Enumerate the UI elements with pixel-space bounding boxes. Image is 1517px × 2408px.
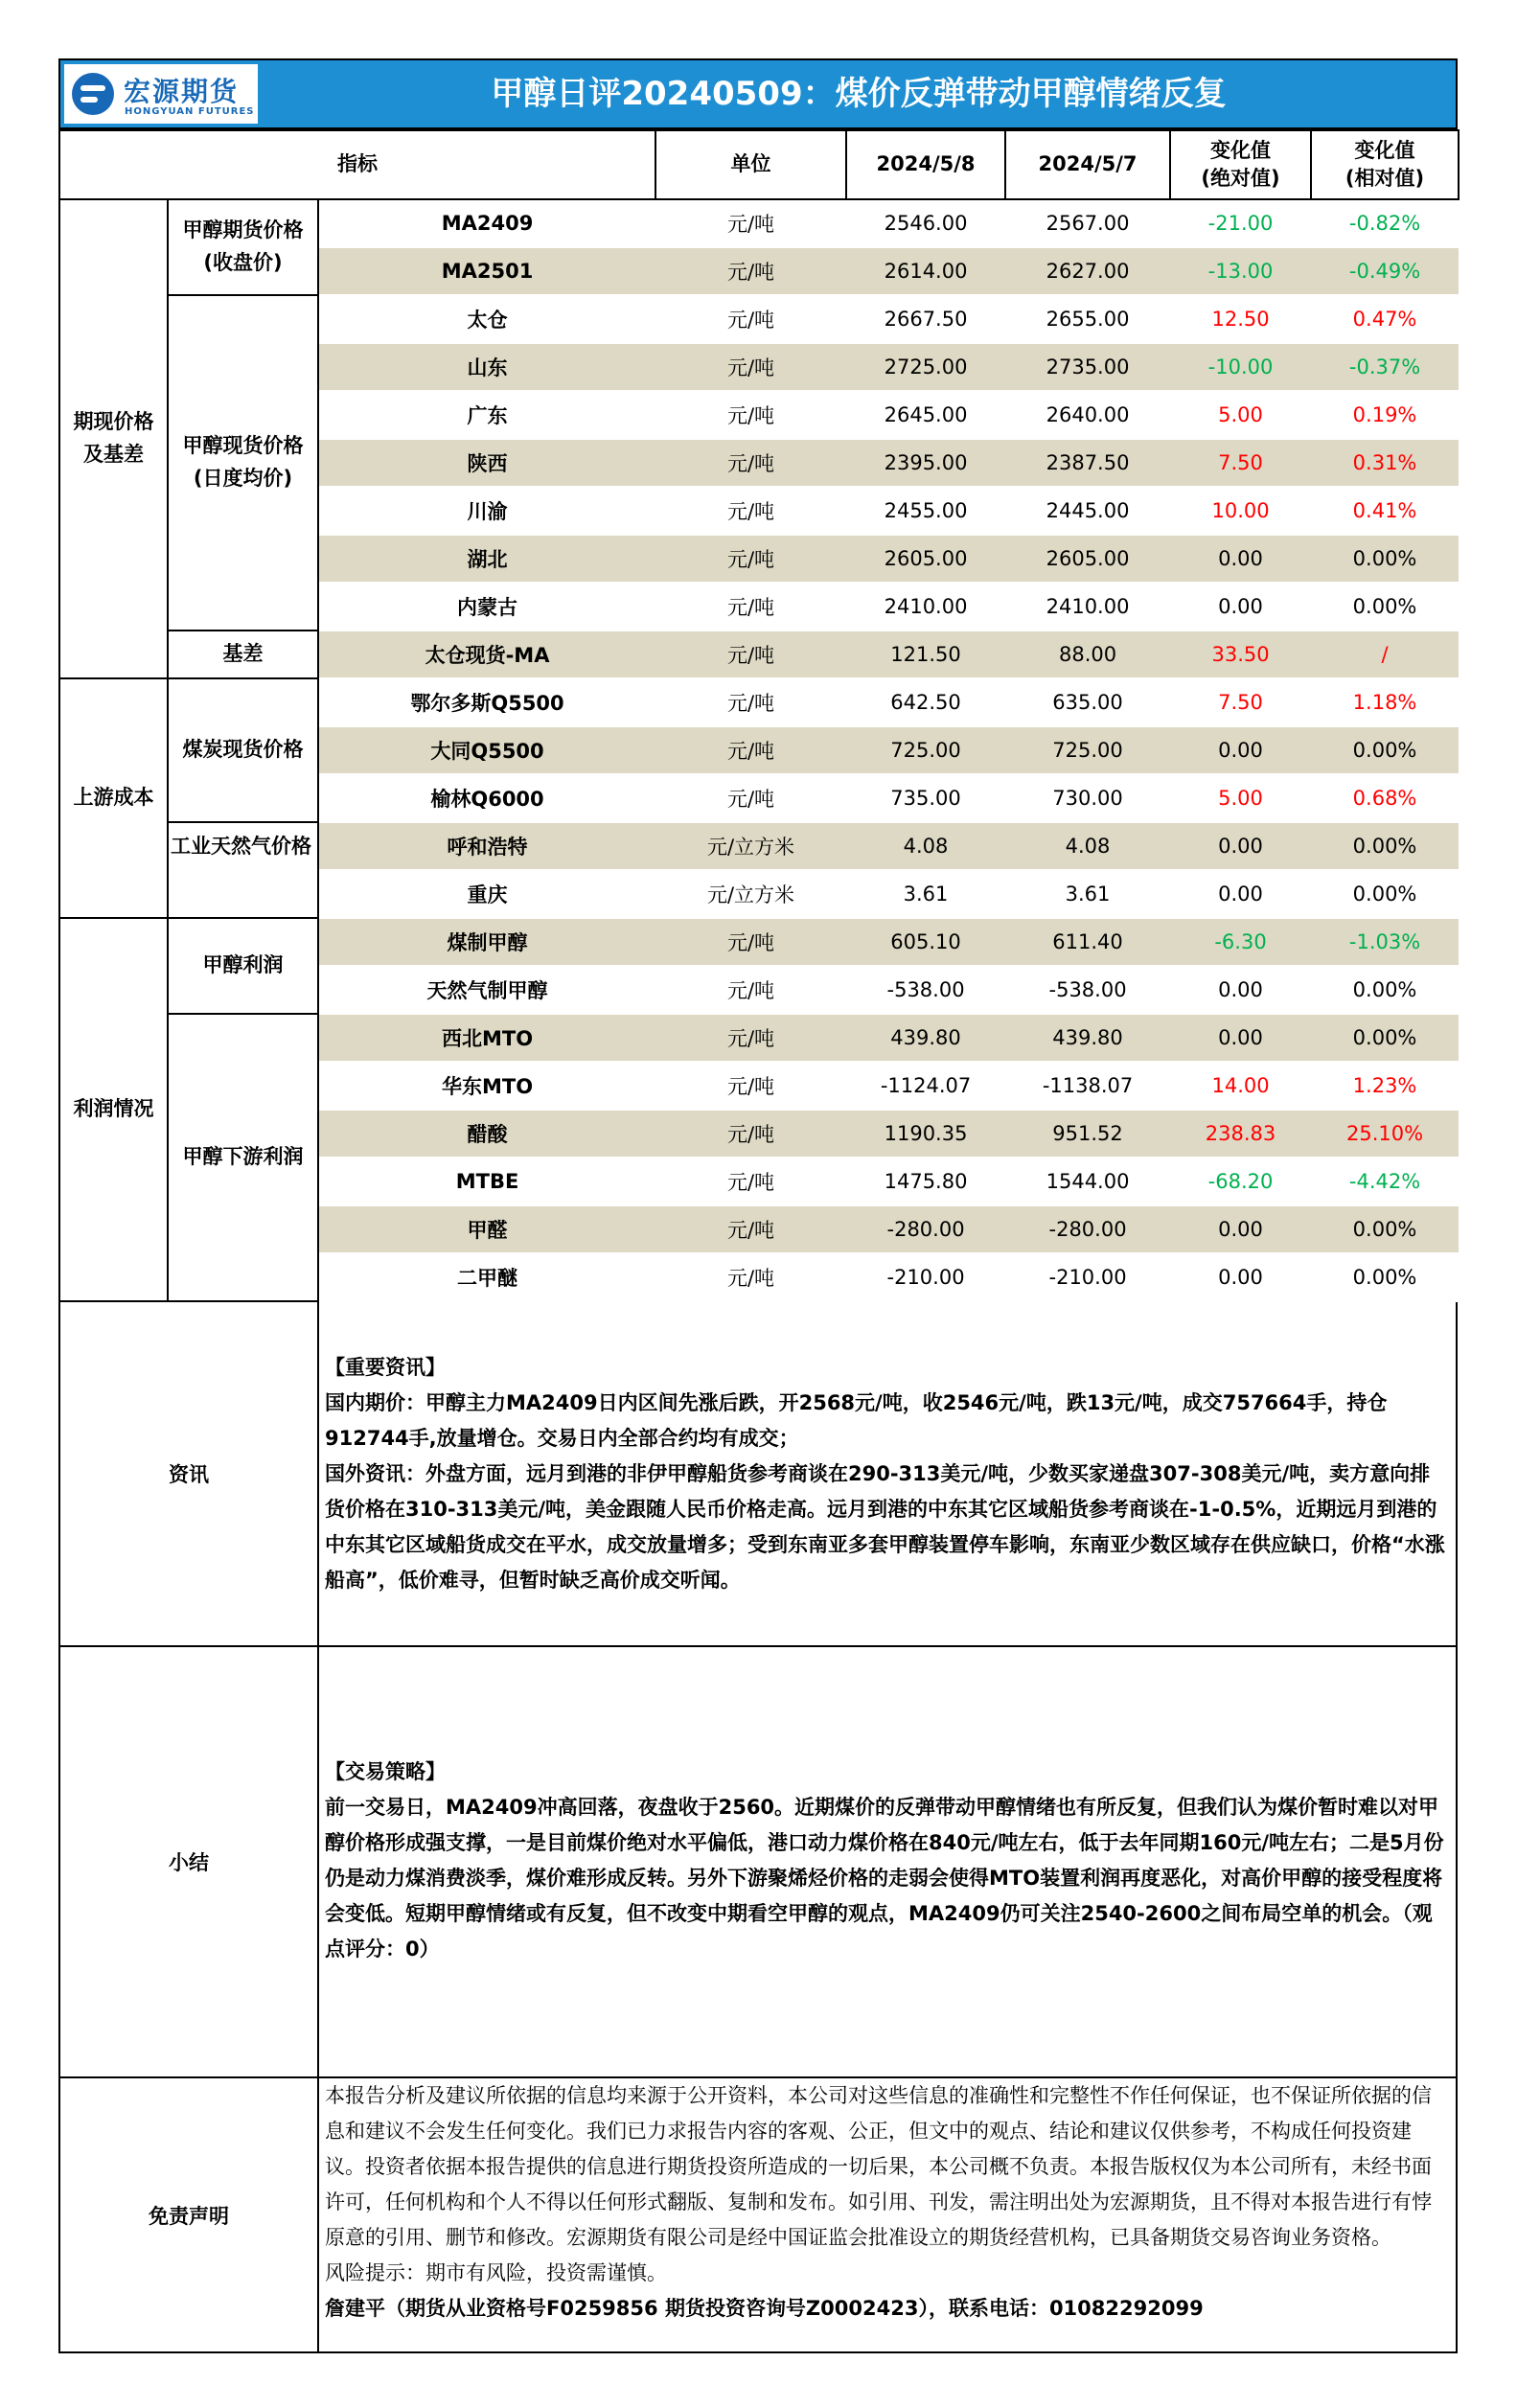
row-value-date1: 439.80	[846, 1014, 1005, 1062]
row-rel-change: -4.42%	[1311, 1158, 1459, 1205]
row-value-date1: 735.00	[846, 774, 1005, 822]
table-row	[59, 822, 1459, 870]
row-rel-change: 0.19%	[1311, 391, 1459, 439]
group-label: 上游成本	[59, 678, 168, 918]
row-value-date2: 635.00	[1005, 678, 1170, 726]
analyst-contact: 詹建平（期货从业资格号F0259856 期货投资咨询号Z0002423），联系电话：01082292099	[325, 2297, 1204, 2320]
row-unit: 元/吨	[655, 726, 846, 774]
row-abs-change: -13.00	[1170, 247, 1311, 295]
row-unit: 元/吨	[655, 678, 846, 726]
row-rel-change: 0.00%	[1311, 583, 1459, 631]
row-indicator-name: 川渝	[318, 487, 655, 535]
row-indicator-name: 醋酸	[318, 1110, 655, 1158]
row-unit: 元/吨	[655, 1110, 846, 1158]
row-abs-change: 12.50	[1170, 295, 1311, 343]
col-header-date1: 2024/5/8	[846, 130, 1005, 199]
row-value-date1: 1190.35	[846, 1110, 1005, 1158]
row-indicator-name: 煤制甲醇	[318, 918, 655, 966]
row-unit: 元/吨	[655, 966, 846, 1014]
row-value-date2: 2640.00	[1005, 391, 1170, 439]
row-value-date2: 439.80	[1005, 1014, 1170, 1062]
subgroup-label: 甲醇下游利润	[168, 1014, 318, 1301]
row-abs-change: -68.20	[1170, 1158, 1311, 1205]
row-indicator-name: 西北MTO	[318, 1014, 655, 1062]
subgroup-label: 工业天然气价格	[168, 822, 318, 918]
news-body	[319, 1302, 1456, 1645]
row-value-date1: 2605.00	[846, 535, 1005, 583]
row-value-date2: 3.61	[1005, 870, 1170, 918]
row-abs-change: 5.00	[1170, 391, 1311, 439]
row-abs-change: 7.50	[1170, 439, 1311, 487]
row-value-date2: 2627.00	[1005, 247, 1170, 295]
report-page	[58, 58, 1458, 2353]
row-unit: 元/吨	[655, 918, 846, 966]
row-value-date1: 605.10	[846, 918, 1005, 966]
row-unit: 元/立方米	[655, 822, 846, 870]
row-unit: 元/吨	[655, 199, 846, 247]
subgroup-label: 甲醇现货价格 (日度均价)	[168, 295, 318, 631]
row-value-date2: -1138.07	[1005, 1062, 1170, 1110]
row-unit: 元/吨	[655, 774, 846, 822]
row-indicator-name: 鄂尔多斯Q5500	[318, 678, 655, 726]
row-value-date1: 4.08	[846, 822, 1005, 870]
row-value-date2: 951.52	[1005, 1110, 1170, 1158]
row-rel-change: 0.00%	[1311, 1205, 1459, 1253]
row-indicator-name: 太仓	[318, 295, 655, 343]
indicator-table	[58, 129, 1460, 1302]
row-value-date2: 725.00	[1005, 726, 1170, 774]
row-rel-change: 25.10%	[1311, 1110, 1459, 1158]
news-overseas: 国外资讯：外盘方面，远月到港的非伊甲醇船货参考商谈在290-313美元/吨，少数买家递盘307-308美元/吨，卖方意向排货价格在310-313美元/吨，美金跟随人民币价格走高。远月到港的中东其它区域船货参考商谈在-1-0.5%，近期远月到港的中东其它区域船货成交在平水，成交放量增多；受到东南亚多套甲醇装置停车影响，东南亚少数区域存在供应缺口，价格“水涨船高”，低价难寻，但暂时缺乏高价成交听闻。	[325, 1462, 1445, 1592]
col-header-unit: 单位	[655, 130, 846, 199]
row-rel-change: 0.00%	[1311, 822, 1459, 870]
table-header-row	[59, 130, 1459, 199]
table-row	[59, 631, 1459, 678]
row-unit: 元/吨	[655, 487, 846, 535]
row-unit: 元/吨	[655, 631, 846, 678]
logo-mark-icon	[72, 73, 114, 115]
row-abs-change: 238.83	[1170, 1110, 1311, 1158]
logo-text-en: HONGYUAN FUTURES	[125, 106, 255, 117]
logo-text-cn: 宏源期货	[124, 76, 240, 107]
summary-body	[319, 1647, 1456, 2076]
row-value-date2: -280.00	[1005, 1205, 1170, 1253]
row-abs-change: -6.30	[1170, 918, 1311, 966]
row-rel-change: 0.41%	[1311, 487, 1459, 535]
row-abs-change: 10.00	[1170, 487, 1311, 535]
row-value-date1: -280.00	[846, 1205, 1005, 1253]
row-indicator-name: 呼和浩特	[318, 822, 655, 870]
row-unit: 元/吨	[655, 391, 846, 439]
row-value-date2: 88.00	[1005, 631, 1170, 678]
row-abs-change: 0.00	[1170, 535, 1311, 583]
disclaimer-label: 免责声明	[60, 2078, 319, 2351]
row-value-date2: 2605.00	[1005, 535, 1170, 583]
row-abs-change: 0.00	[1170, 583, 1311, 631]
subgroup-label: 煤炭现货价格	[168, 678, 318, 822]
row-unit: 元/吨	[655, 583, 846, 631]
row-indicator-name: 华东MTO	[318, 1062, 655, 1110]
row-value-date1: -1124.07	[846, 1062, 1005, 1110]
row-abs-change: 0.00	[1170, 1205, 1311, 1253]
summary-label: 小结	[60, 1647, 319, 2076]
news-domestic: 国内期价：甲醇主力MA2409日内区间先涨后跌，开2568元/吨，收2546元/吨，跌13元/吨，成交757664手，持仓912744手,放量增仓。交易日内全部合约均有成交；	[325, 1391, 1388, 1450]
row-abs-change: 5.00	[1170, 774, 1311, 822]
row-value-date1: -538.00	[846, 966, 1005, 1014]
row-rel-change: 1.23%	[1311, 1062, 1459, 1110]
row-value-date2: 730.00	[1005, 774, 1170, 822]
row-value-date2: 2567.00	[1005, 199, 1170, 247]
row-unit: 元/吨	[655, 535, 846, 583]
row-abs-change: 0.00	[1170, 1253, 1311, 1301]
row-rel-change: 0.00%	[1311, 966, 1459, 1014]
subgroup-label: 基差	[168, 631, 318, 678]
row-rel-change: /	[1311, 631, 1459, 678]
row-indicator-name: 重庆	[318, 870, 655, 918]
row-abs-change: 0.00	[1170, 1014, 1311, 1062]
row-unit: 元/吨	[655, 247, 846, 295]
row-rel-change: 0.00%	[1311, 1253, 1459, 1301]
row-value-date2: 2445.00	[1005, 487, 1170, 535]
row-indicator-name: MA2501	[318, 247, 655, 295]
disclaimer-text: 本报告分析及建议所依据的信息均来源于公开资料，本公司对这些信息的准确性和完整性不作任何保证，也不保证所依据的信息和建议不会发生任何变化。我们已力求报告内容的客观、公正，但文中的观点、结论和建议仅供参考，不构成任何投资建议。投资者依据本报告提供的信息进行期货投资所造成的一切后果，本公司概不负责。本报告版权仅为本公司所有，未经书面许可，任何机构和个人不得以任何形式翻版、复制和发布。如引用、刊发，需注明出处为宏源期货，且不得对本报告进行有悖原意的引用、删节和修改。宏源期货有限公司是经中国证监会批准设立的期货经营机构，已具备期货交易咨询业务资格。	[325, 2084, 1432, 2249]
row-indicator-name: 广东	[318, 391, 655, 439]
row-rel-change: 0.00%	[1311, 1014, 1459, 1062]
row-unit: 元/吨	[655, 439, 846, 487]
subgroup-label: 甲醇利润	[168, 918, 318, 1014]
row-abs-change: 0.00	[1170, 870, 1311, 918]
row-rel-change: -1.03%	[1311, 918, 1459, 966]
row-rel-change: 1.18%	[1311, 678, 1459, 726]
row-indicator-name: 大同Q5500	[318, 726, 655, 774]
summary-strategy: 前一交易日，MA2409冲高回落，夜盘收于2560。近期煤价的反弹带动甲醇情绪也有所反复，但我们认为煤价暂时难以对甲醇价格形成强支撑，一是目前煤价绝对水平偏低，港口动力煤价格在840元/吨左右，低于去年同期160元/吨左右；二是5月份仍是动力煤消费淡季，煤价难形成反转。另外下游聚烯烃价格的走弱会使得MTO装置利润再度恶化，对高价甲醇的接受程度将会变低。短期甲醇情绪或有反复，但不改变中期看空甲醇的观点，MA2409仍可关注2540-2600之间布局空单的机会。（观点评分：0）	[325, 1796, 1444, 1961]
row-abs-change: 33.50	[1170, 631, 1311, 678]
table-row	[59, 918, 1459, 966]
row-value-date1: 2725.00	[846, 343, 1005, 391]
row-rel-change: 0.00%	[1311, 726, 1459, 774]
row-abs-change: -21.00	[1170, 199, 1311, 247]
row-abs-change: 7.50	[1170, 678, 1311, 726]
col-header-date2: 2024/5/7	[1005, 130, 1170, 199]
table-row	[59, 295, 1459, 343]
row-value-date1: 2667.50	[846, 295, 1005, 343]
row-indicator-name: 湖北	[318, 535, 655, 583]
row-value-date1: 121.50	[846, 631, 1005, 678]
row-value-date2: 2410.00	[1005, 583, 1170, 631]
row-value-date1: 2645.00	[846, 391, 1005, 439]
report-title: 甲醇日评20240509：煤价反弹带动甲醇情绪反复	[491, 75, 1227, 113]
row-rel-change: 0.00%	[1311, 870, 1459, 918]
disclaimer-body	[319, 2078, 1456, 2351]
row-abs-change: 0.00	[1170, 966, 1311, 1014]
row-value-date2: 2387.50	[1005, 439, 1170, 487]
row-indicator-name: MTBE	[318, 1158, 655, 1205]
row-unit: 元/吨	[655, 1253, 846, 1301]
row-value-date2: 2735.00	[1005, 343, 1170, 391]
group-label: 利润情况	[59, 918, 168, 1301]
row-value-date1: 2546.00	[846, 199, 1005, 247]
row-unit: 元/吨	[655, 343, 846, 391]
row-indicator-name: 天然气制甲醇	[318, 966, 655, 1014]
row-unit: 元/立方米	[655, 870, 846, 918]
company-logo	[64, 64, 258, 124]
row-value-date2: 611.40	[1005, 918, 1170, 966]
row-unit: 元/吨	[655, 1205, 846, 1253]
row-value-date1: 642.50	[846, 678, 1005, 726]
row-unit: 元/吨	[655, 1062, 846, 1110]
row-unit: 元/吨	[655, 1158, 846, 1205]
row-unit: 元/吨	[655, 1014, 846, 1062]
row-value-date1: 2455.00	[846, 487, 1005, 535]
summary-heading: 【交易策略】	[325, 1760, 446, 1783]
row-rel-change: -0.37%	[1311, 343, 1459, 391]
row-indicator-name: 榆林Q6000	[318, 774, 655, 822]
row-rel-change: -0.82%	[1311, 199, 1459, 247]
row-indicator-name: 陕西	[318, 439, 655, 487]
table-row	[59, 199, 1459, 247]
row-value-date2: 4.08	[1005, 822, 1170, 870]
row-abs-change: 0.00	[1170, 822, 1311, 870]
row-value-date2: 2655.00	[1005, 295, 1170, 343]
row-rel-change: -0.49%	[1311, 247, 1459, 295]
row-value-date1: 2395.00	[846, 439, 1005, 487]
row-value-date2: -538.00	[1005, 966, 1170, 1014]
disclaimer-section	[58, 2078, 1458, 2353]
row-value-date1: 1475.80	[846, 1158, 1005, 1205]
row-indicator-name: 内蒙古	[318, 583, 655, 631]
row-indicator-name: 甲醛	[318, 1205, 655, 1253]
row-value-date2: 1544.00	[1005, 1158, 1170, 1205]
row-value-date1: 2614.00	[846, 247, 1005, 295]
row-value-date1: 725.00	[846, 726, 1005, 774]
col-header-rel-change: 变化值 (相对值)	[1311, 130, 1459, 199]
row-rel-change: 0.68%	[1311, 774, 1459, 822]
row-abs-change: 14.00	[1170, 1062, 1311, 1110]
row-unit: 元/吨	[655, 295, 846, 343]
news-section	[58, 1302, 1458, 1647]
summary-section	[58, 1647, 1458, 2078]
table-row	[59, 678, 1459, 726]
table-row	[59, 1014, 1459, 1062]
news-heading: 【重要资讯】	[325, 1356, 446, 1379]
row-value-date1: -210.00	[846, 1253, 1005, 1301]
report-header	[58, 58, 1458, 129]
row-indicator-name: MA2409	[318, 199, 655, 247]
row-rel-change: 0.47%	[1311, 295, 1459, 343]
col-header-abs-change: 变化值 (绝对值)	[1170, 130, 1311, 199]
row-indicator-name: 山东	[318, 343, 655, 391]
row-value-date1: 3.61	[846, 870, 1005, 918]
risk-warning: 风险提示：期市有风险，投资需谨慎。	[325, 2261, 667, 2284]
col-header-indicator: 指标	[59, 130, 655, 199]
subgroup-label: 甲醇期货价格 (收盘价)	[168, 199, 318, 295]
row-value-date1: 2410.00	[846, 583, 1005, 631]
row-indicator-name: 太仓现货-MA	[318, 631, 655, 678]
row-abs-change: -10.00	[1170, 343, 1311, 391]
news-label: 资讯	[60, 1302, 319, 1645]
row-abs-change: 0.00	[1170, 726, 1311, 774]
row-indicator-name: 二甲醚	[318, 1253, 655, 1301]
row-rel-change: 0.00%	[1311, 535, 1459, 583]
row-value-date2: -210.00	[1005, 1253, 1170, 1301]
row-rel-change: 0.31%	[1311, 439, 1459, 487]
group-label: 期现价格 及基差	[59, 199, 168, 678]
